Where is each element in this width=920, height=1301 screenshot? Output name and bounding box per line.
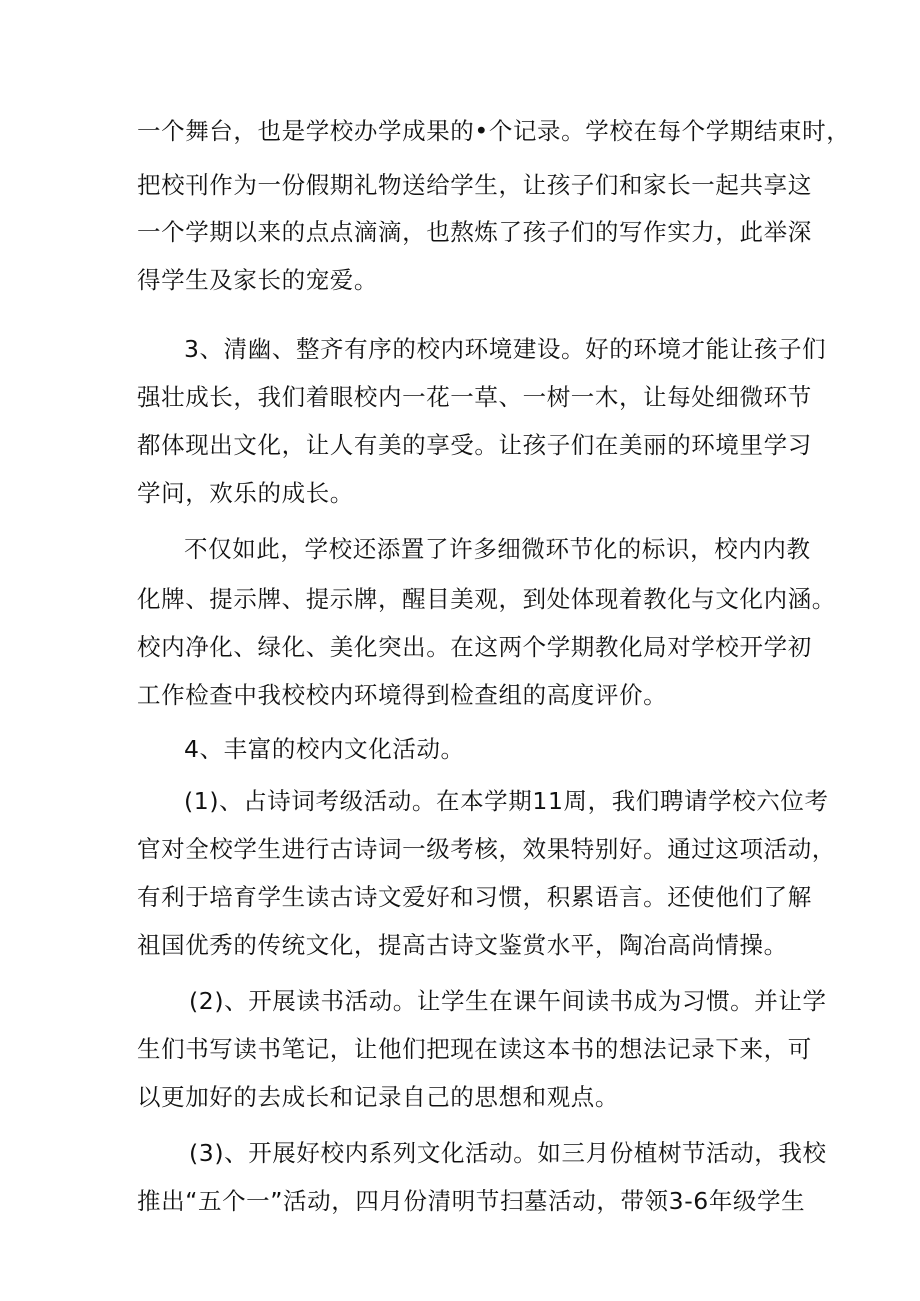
text-line: 不仅如此，学校还添置了许多细微环节化的标识，校内内教 xyxy=(184,535,811,563)
text-line: 校内净化、绿化、美化突出。在这两个学期教化局对学校开学初 xyxy=(137,633,812,661)
text-line: 学问，欢乐的成长。 xyxy=(137,479,354,507)
text-line: 把校刊作为一份假期礼物送给学生，让孩子们和家长一起共享这 xyxy=(137,171,812,199)
text-line: (3)、开展好校内系列文化活动。如三月份植树节活动，我校 xyxy=(189,1139,827,1167)
text-line: 3、清幽、整齐有序的校内环境建设。好的环境才能让孩子们 xyxy=(184,335,827,363)
text-line: 祖国优秀的传统文化，提高古诗文鉴赏水平，陶冶高尚情操。 xyxy=(137,931,788,959)
text-line: 一个舞台，也是学校办学成果的•个记录。学校在每个学期结束时， xyxy=(137,117,851,145)
section-heading: 4、丰富的校内文化活动。 xyxy=(184,735,465,763)
text-line: 强壮成长，我们着眼校内一花一草、一树一木，让每处细微环节 xyxy=(137,383,812,411)
text-line: (2)、开展读书活动。让学生在课午间读书成为习惯。并让学 xyxy=(189,987,827,1015)
text-line: 化牌、提示牌、提示牌，醒目美观，到处体现着教化与文化内涵。 xyxy=(137,585,836,613)
text-line: 以更加好的去成长和记录自己的思想和观点。 xyxy=(137,1083,619,1111)
text-line: 有利于培育学生读古诗文爱好和习惯，积累语言。还使他们了解 xyxy=(137,883,812,911)
text-line: 一个学期以来的点点滴滴，也熬炼了孩子们的写作实力，此举深 xyxy=(137,218,812,246)
text-line: 得学生及家长的宠爱。 xyxy=(137,266,378,294)
text-line: 生们书写读书笔记，让他们把现在读这本书的想法记录下来，可 xyxy=(137,1035,812,1063)
text-line: 推出“五个一”活动，四月份清明节扫墓活动，带领3-6年级学生 xyxy=(137,1187,806,1215)
text-line: 官对全校学生进行古诗词一级考核，效果特别好。通过这项活动， xyxy=(137,835,836,863)
text-line: (1)、占诗词考级活动。在本学期11周，我们聘请学校六位考 xyxy=(184,787,829,815)
text-line: 工作检查中我校校内环境得到检查组的高度评价。 xyxy=(137,681,668,709)
text-line: 都体现出文化，让人有美的享受。让孩子们在美丽的环境里学习 xyxy=(137,431,812,459)
